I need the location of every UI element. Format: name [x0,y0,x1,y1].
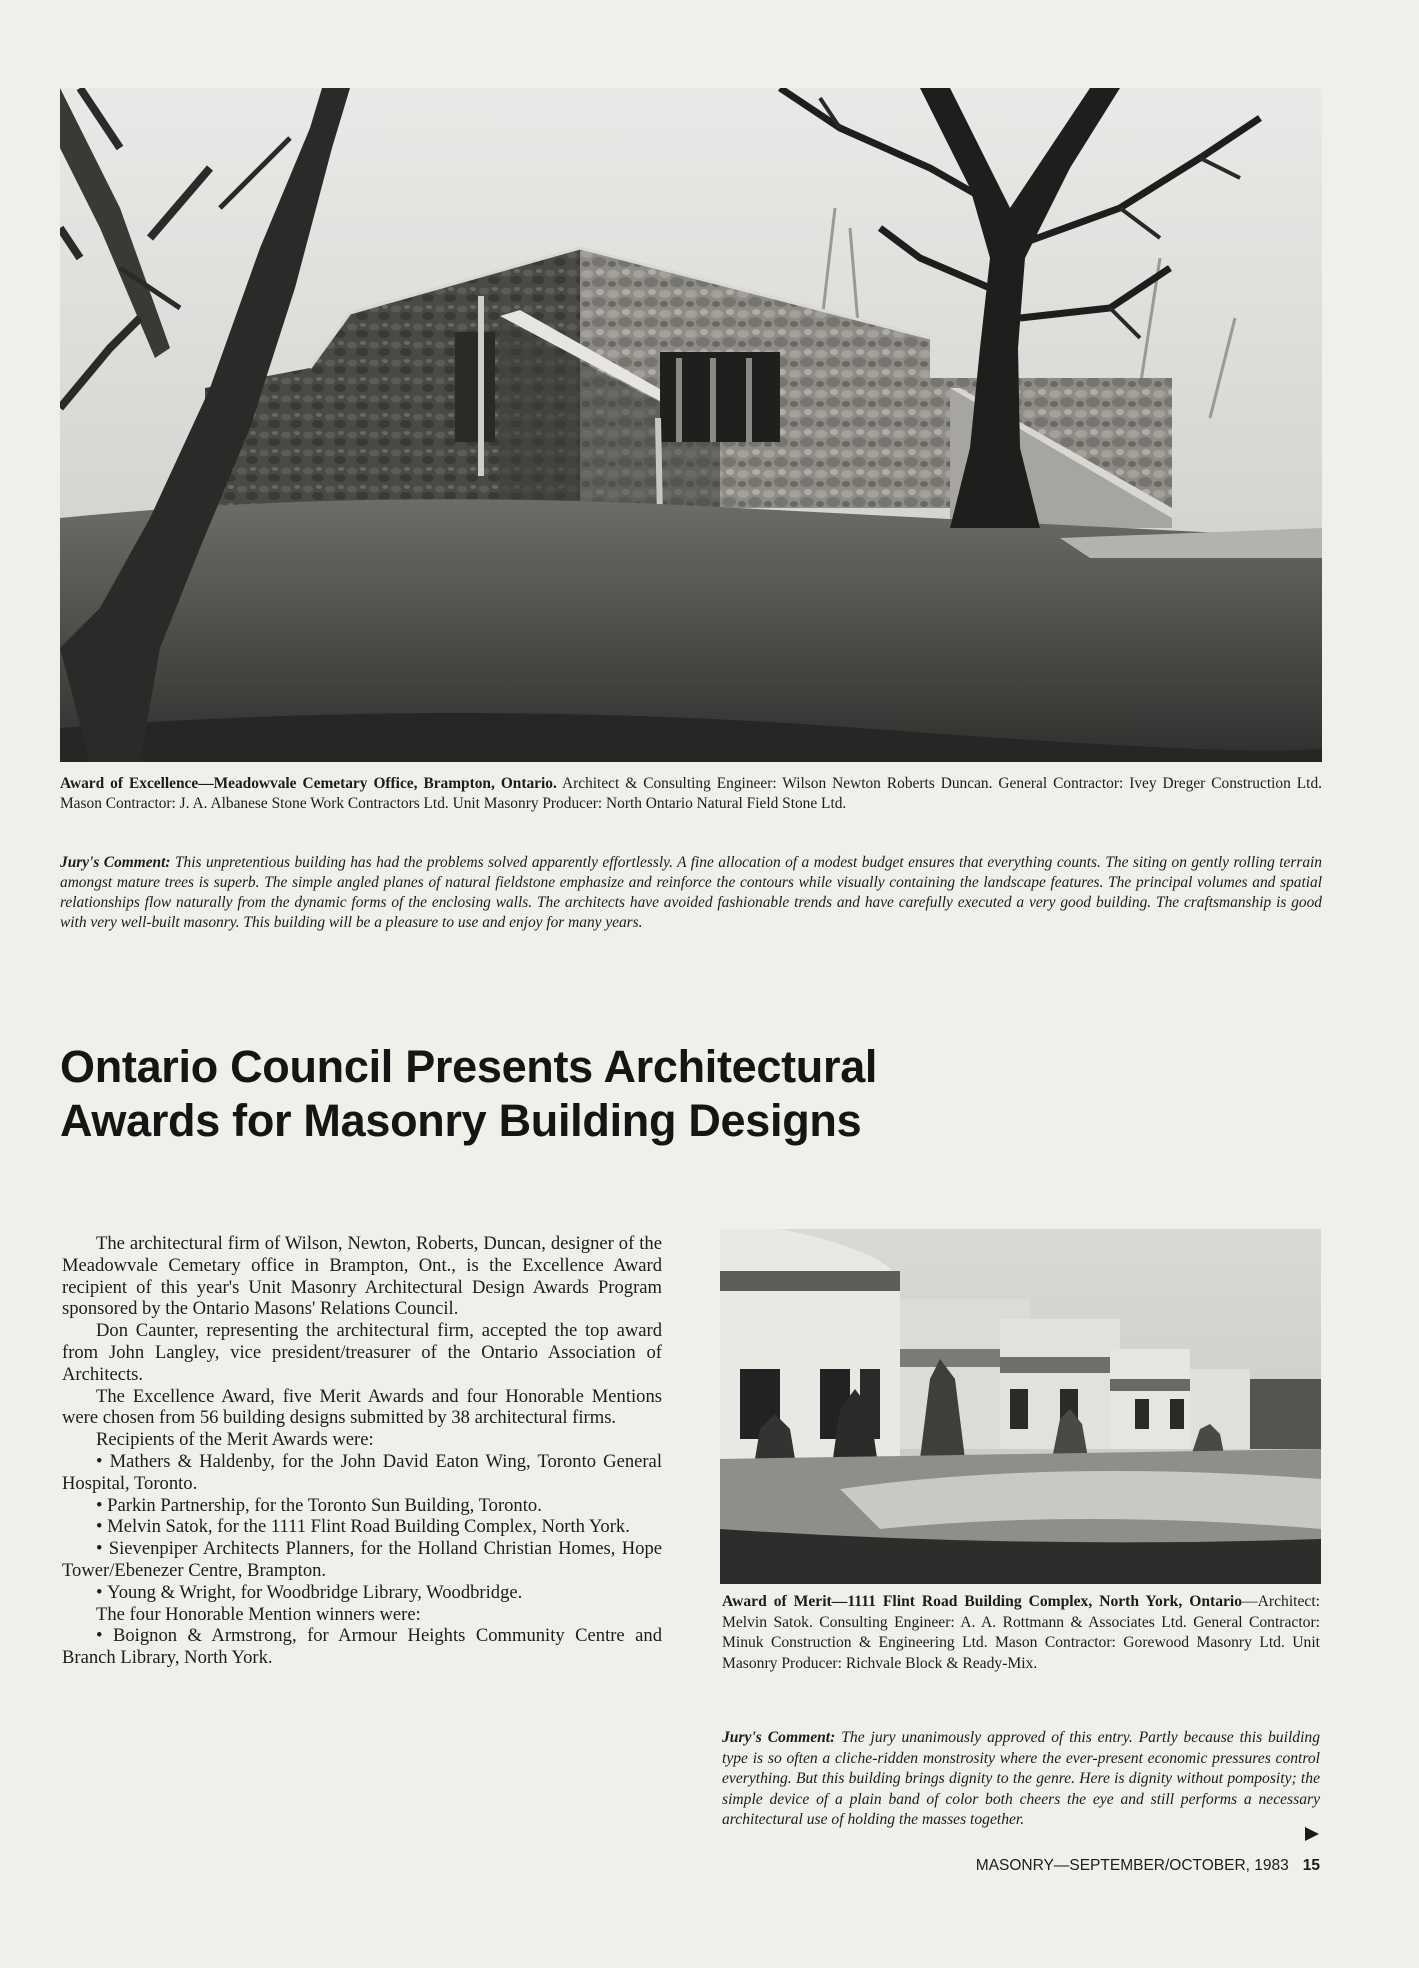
page-footer [868,1857,1320,1875]
merit-recipient-item: • Sievenpiper Architects Planners, for the Holland Christian Homes, Hope Tower/Ebenezer Centre, Brampton. [62,1538,662,1582]
article-paragraph: The four Honorable Mention winners were: [96,1603,421,1625]
hero-caption-details: Architect & Consulting Engineer: Wilson Newton Roberts Duncan. General Contractor: Ivey Dreger Construction Ltd. Mason Contractor: J. A. Albanese Stone Work Contractors Ltd. Unit Masonry Producer: North Ontario Natural Field Stone Ltd. [60,775,1322,812]
hero-caption-title: Award of Excellence—Meadowvale Cemetary Office, Brampton, Ontario. [60,775,557,792]
merit-photo-caption [722,1592,1320,1674]
jury-comment-text: This unpretentious building has had the problems solved apparently effortlessly. A fine allocation of a modest budget ensures that everything counts. The siting on gently rolling terrain amongst mature trees is superb. The simple angled planes of natural fieldstone emphasize and reinforce the contours while visually containing the landscape features. The principal volumes and spatial relationships flow naturally from the dynamic forms of the enclosing walls. The architects have avoided fashionable trends and have carefully executed a very good building. The craftsmanship is good with very well-built masonry. This building will be a pleasure to use and enjoy for many years. [60,854,1322,931]
merit-photo [720,1229,1321,1584]
publication-line: MASONRY—SEPTEMBER/OCTOBER, 1983 [975,1857,1289,1874]
merit-recipient-item: • Mathers & Haldenby, for the John David Eaton Wing, Toronto General Hospital, Toronto. [62,1451,662,1495]
article-paragraph: The Excellence Award, five Merit Awards and four Honorable Mentions were chosen from 56 building designs submitted by 38 architectural firms. [62,1385,662,1429]
jury-comment-label: Jury's Comment: [722,1729,836,1746]
page-number: 15 [1302,1857,1320,1874]
merit-recipient-item: • Melvin Satok, for the 1111 Flint Road Building Complex, North York. [62,1516,662,1538]
merit-caption-title: Award of Merit—1111 Flint Road Building Complex, North York, Ontario [722,1593,1243,1610]
hero-photo-caption [60,774,1322,814]
flint-road-complex-illustration [720,1229,1321,1584]
article-paragraph: Don Caunter, representing the architectural firm, accepted the top award from John Langley, vice president/treasurer of the Ontario Association of Architects. [62,1320,662,1385]
article-body [62,1233,662,1669]
article-paragraph: The architectural firm of Wilson, Newton, Roberts, Duncan, designer of the Meadowvale Cemetary office in Brampton, Ont., is the Excellence Award recipient of this year's Unit Masonry Architectural Design Awards Program sponsored by the Ontario Masons' Relations Council. [62,1233,662,1320]
honorable-mention-item: • Boignon & Armstrong, for Armour Heights Community Centre and Branch Library, North York. [62,1625,662,1669]
article-paragraph: Recipients of the Merit Awards were: [96,1429,374,1451]
merit-jury-comment [722,1728,1320,1831]
headline-line-1: Ontario Council Presents Architectural [60,1041,878,1092]
article-headline [60,1040,1260,1148]
headline-line-2: Awards for Masonry Building Designs [60,1095,862,1146]
hero-photo [60,88,1322,762]
merit-caption-details: —Architect: Melvin Satok. Consulting Engineer: A. A. Rottmann & Associates Ltd. General Contractor: Minuk Construction & Engineering Ltd. Mason Contractor: Gorewood Masonry Ltd. Unit Masonry Producer: Richvale Block & Ready-Mix. [722,1593,1320,1672]
jury-comment-text: The jury unanimously approved of this entry. Partly because this building type is so often a cliche-ridden monstrosity where the ever-present economic pressures control everything. But this building brings dignity to the genre. Here is dignity without pomposity; the simple device of a plain band of color both cheers the eye and still performs a necessary architectural use of holding the masses together. [722,1729,1320,1828]
hero-jury-comment [60,853,1322,933]
merit-recipient-item: • Parkin Partnership, for the Toronto Sun Building, Toronto. [62,1495,662,1517]
meadowvale-building-illustration [60,88,1322,762]
jury-comment-label: Jury's Comment: [60,854,171,871]
continue-arrow-icon [1304,1826,1320,1842]
merit-recipient-item: • Young & Wright, for Woodbridge Library, Woodbridge. [62,1582,662,1604]
